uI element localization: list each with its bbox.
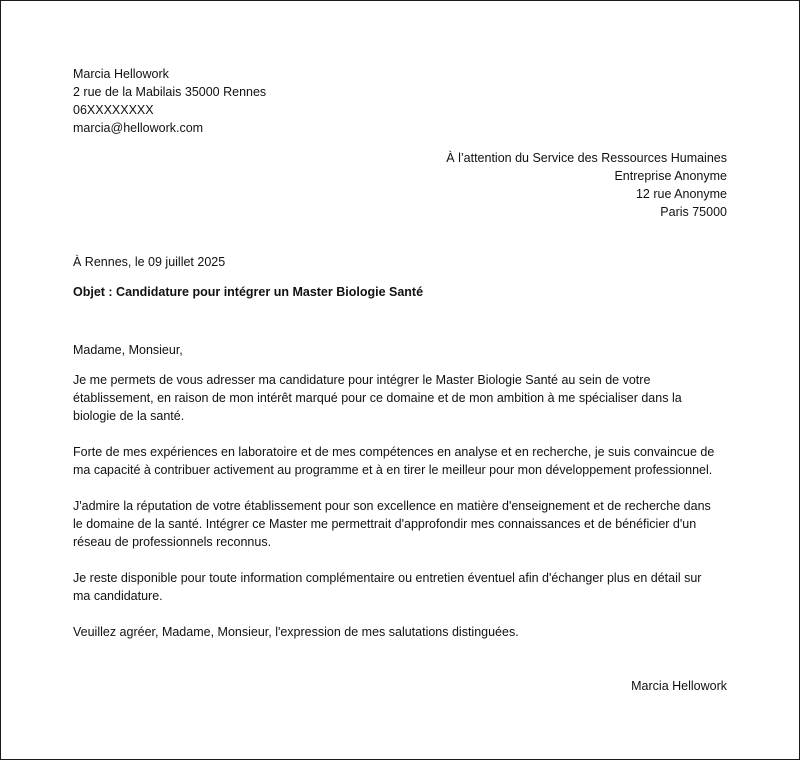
- sender-name: Marcia Hellowork: [73, 67, 169, 81]
- recipient-city: Paris 75000: [660, 205, 727, 219]
- sender-phone: 06XXXXXXXX: [73, 103, 154, 117]
- signature-name: Marcia Hellowork: [631, 679, 727, 693]
- body-p3-line1: J'admire la réputation de votre établissement pour son excellence en matière d'enseignement et de recherche dans: [73, 499, 711, 513]
- body-p4-line2: ma candidature.: [73, 589, 163, 603]
- sender-email: marcia@hellowork.com: [73, 121, 204, 135]
- body-p4-line1: Je reste disponible pour toute information complémentaire ou entretien éventuel afin d'échanger plus en détail sur: [73, 571, 702, 585]
- body-p2-line1: Forte de mes expériences en laboratoire et de mes compétences en analyse et en recherche, je suis convaincue de: [73, 445, 715, 459]
- body-p1-line2: établissement, en raison de mon intérêt marqué pour ce domaine et de mon ambition à me spécialiser dans la: [73, 391, 682, 405]
- recipient-company: Entreprise Anonyme: [614, 169, 727, 183]
- body-p3-line2: le domaine de la santé. Intégrer ce Master me permettrait d'approfondir mes connaissances et de bénéficier d'un: [73, 517, 697, 531]
- body-p1-line1: Je me permets de vous adresser ma candidature pour intégrer le Master Biologie Santé au sein de votre: [73, 373, 651, 387]
- body-p1-line3: biologie de la santé.: [73, 409, 185, 423]
- recipient-street: 12 rue Anonyme: [635, 187, 727, 201]
- body-p3-line3: réseau de professionnels reconnus.: [73, 535, 272, 549]
- salutation: Madame, Monsieur,: [73, 343, 183, 357]
- place-date: À Rennes, le 09 juillet 2025: [73, 255, 226, 269]
- body-p2-line2: ma capacité à contribuer activement au programme et à en tirer le meilleur pour mon développement professionnel.: [73, 463, 713, 477]
- sender-address: 2 rue de la Mabilais 35000 Rennes: [73, 85, 267, 99]
- subject-line: Objet : Candidature pour intégrer un Master Biologie Santé: [73, 285, 424, 299]
- recipient-attention: À l’attention du Service des Ressources Humaines: [446, 151, 727, 165]
- body-p5-line1: Veuillez agréer, Madame, Monsieur, l'expression de mes salutations distinguées.: [73, 625, 519, 639]
